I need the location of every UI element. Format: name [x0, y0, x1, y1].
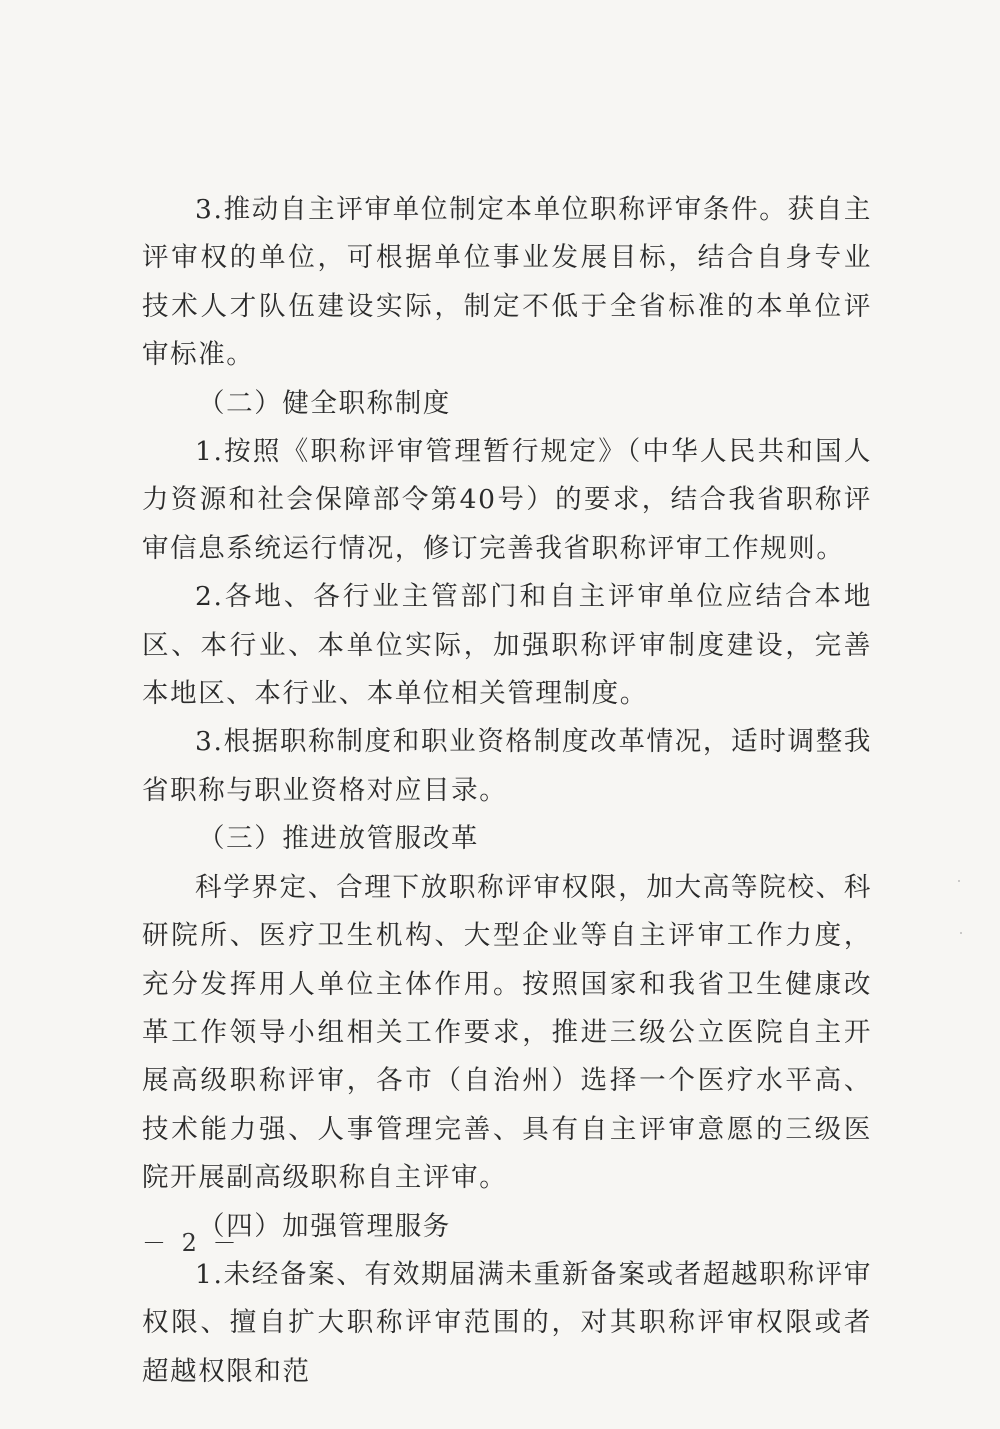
- section-heading-2: （二）健全职称制度: [198, 387, 451, 419]
- paragraph-2-institution-building: 2.各地、各行业主管部门和自主评审单位应结合本地区、本行业、本单位实际，加强职称评审制度建设，完善本地区、本行业、本单位相关管理制度。: [142, 581, 872, 710]
- paragraph-3-catalog-adjust: 3.根据职称制度和职业资格制度改革情况，适时调整我省职称与职业资格对应目录。: [142, 726, 872, 806]
- document-body: [142, 186, 872, 1396]
- paragraph-delegation-reform: 科学界定、合理下放职称评审权限，加大高等院校、科研院所、医疗卫生机构、大型企业等自主评审工作力度，充分发挥用人单位主体作用。按照国家和我省卫生健康改革工作领导小组相关工作要求，推进三级公立医院自主开展高级职称评审，各市（自治州）选择一个医疗水平高、技术能力强、人事管理完善、具有自主评审意愿的三级医院开展副高级职称自主评审。: [142, 871, 872, 1194]
- section-heading-4: （四）加强管理服务: [198, 1210, 451, 1242]
- paragraph-1-revise-rules: 1.按照《职称评审管理暂行规定》（中华人民共和国人力资源和社会保障部令第40号）的要求，结合我省职称评审信息系统运行情况，修订完善我省职称评审工作规则。: [142, 436, 872, 564]
- scan-speck: [960, 932, 962, 934]
- scan-speck: [958, 880, 960, 882]
- section-heading-3: （三）推进放管服改革: [198, 823, 479, 855]
- paragraph-3-self-review-standards: 3.推动自主评审单位制定本单位职称评审条件。获自主评审权的单位，可根据单位事业发展目标，结合自身专业技术人才队伍建设实际，制定不低于全省标准的本单位评审标准。: [142, 194, 872, 371]
- page-number: － 2 －: [142, 1229, 241, 1257]
- paragraph-1-unauthorized-review: 1.未经备案、有效期届满未重新备案或者超越职称评审权限、擅自扩大职称评审范围的，对其职称评审权限或者超越权限和范: [142, 1258, 872, 1387]
